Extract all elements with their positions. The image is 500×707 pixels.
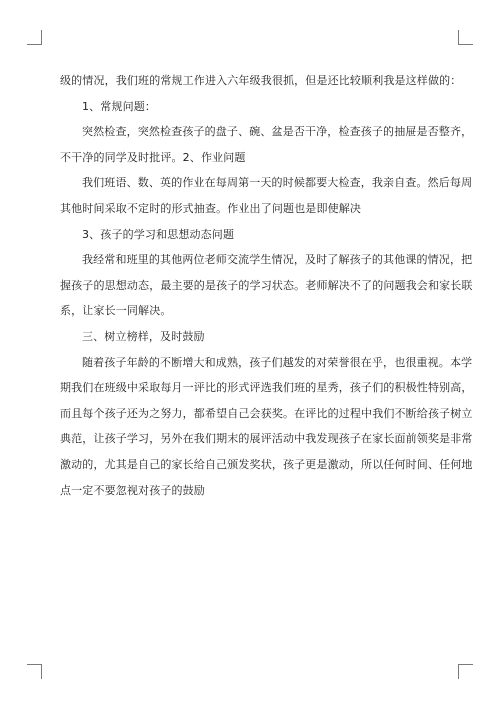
text-line: 点一定不要忽视对孩子的鼓励 [60, 483, 205, 497]
text-line: 随着孩子年龄的不断增大和成熟，孩子们越发的对荣誉很在乎，也很重视。本学 [82, 355, 473, 369]
crop-mark-top-right [458, 30, 473, 45]
text-line: 不干净的同学及时批评。2、作业问题 [60, 150, 246, 164]
text-line: 握孩子的思想动态，最主要的是孩子的学习状态。老师解决不了的问题我会和家长联 [60, 278, 473, 292]
section-heading: 3、孩子的学习和思想动态问题 [82, 227, 235, 241]
text-line: 其他时间采取不定时的形式抽查。作业出了问题也是即使解决 [60, 201, 362, 215]
text-line: 我们班语、数、英的作业在每周第一天的时候都要大检查，我亲自查。然后每周 [82, 176, 473, 190]
text-line: 我经常和班里的其他两位老师交流学生情况，及时了解孩子的其他课的情况，把 [82, 253, 473, 267]
crop-mark-bottom-left [27, 664, 42, 679]
document-body [60, 68, 473, 503]
crop-mark-top-left [27, 30, 42, 45]
section-heading: 三、树立榜样，及时鼓励 [82, 329, 205, 343]
text-line: 系，让家长一同解决。 [60, 304, 172, 318]
text-line: 突然检查，突然检查孩子的盘子、碗、盆是否干净，检查孩子的抽屉是否整齐， [82, 125, 473, 139]
text-line: 级的情况，我们班的常规工作进入六年级我很抓，但是还比较顺利我是这样做的： [60, 74, 462, 87]
text-line: 期我们在班级中采取每月一评比的形式评选我们班的星秀，孩子们的积极性特别高， [60, 381, 473, 395]
text-line: 而且每个孩子还为之努力，都希望自己会获奖。在评比的过程中我们不断给孩子树立 [60, 406, 473, 420]
text-line: 典范，让孩子学习，另外在我们期末的展评活动中我发现孩子在家长面前领奖是非常 [60, 432, 473, 446]
section-heading: 1、常规问题： [82, 99, 157, 113]
text-line: 激动的，尤其是自己的家长给自己颁发奖状，孩子更是激动，所以任何时间、任何地 [60, 457, 473, 471]
crop-mark-bottom-right [458, 664, 473, 679]
